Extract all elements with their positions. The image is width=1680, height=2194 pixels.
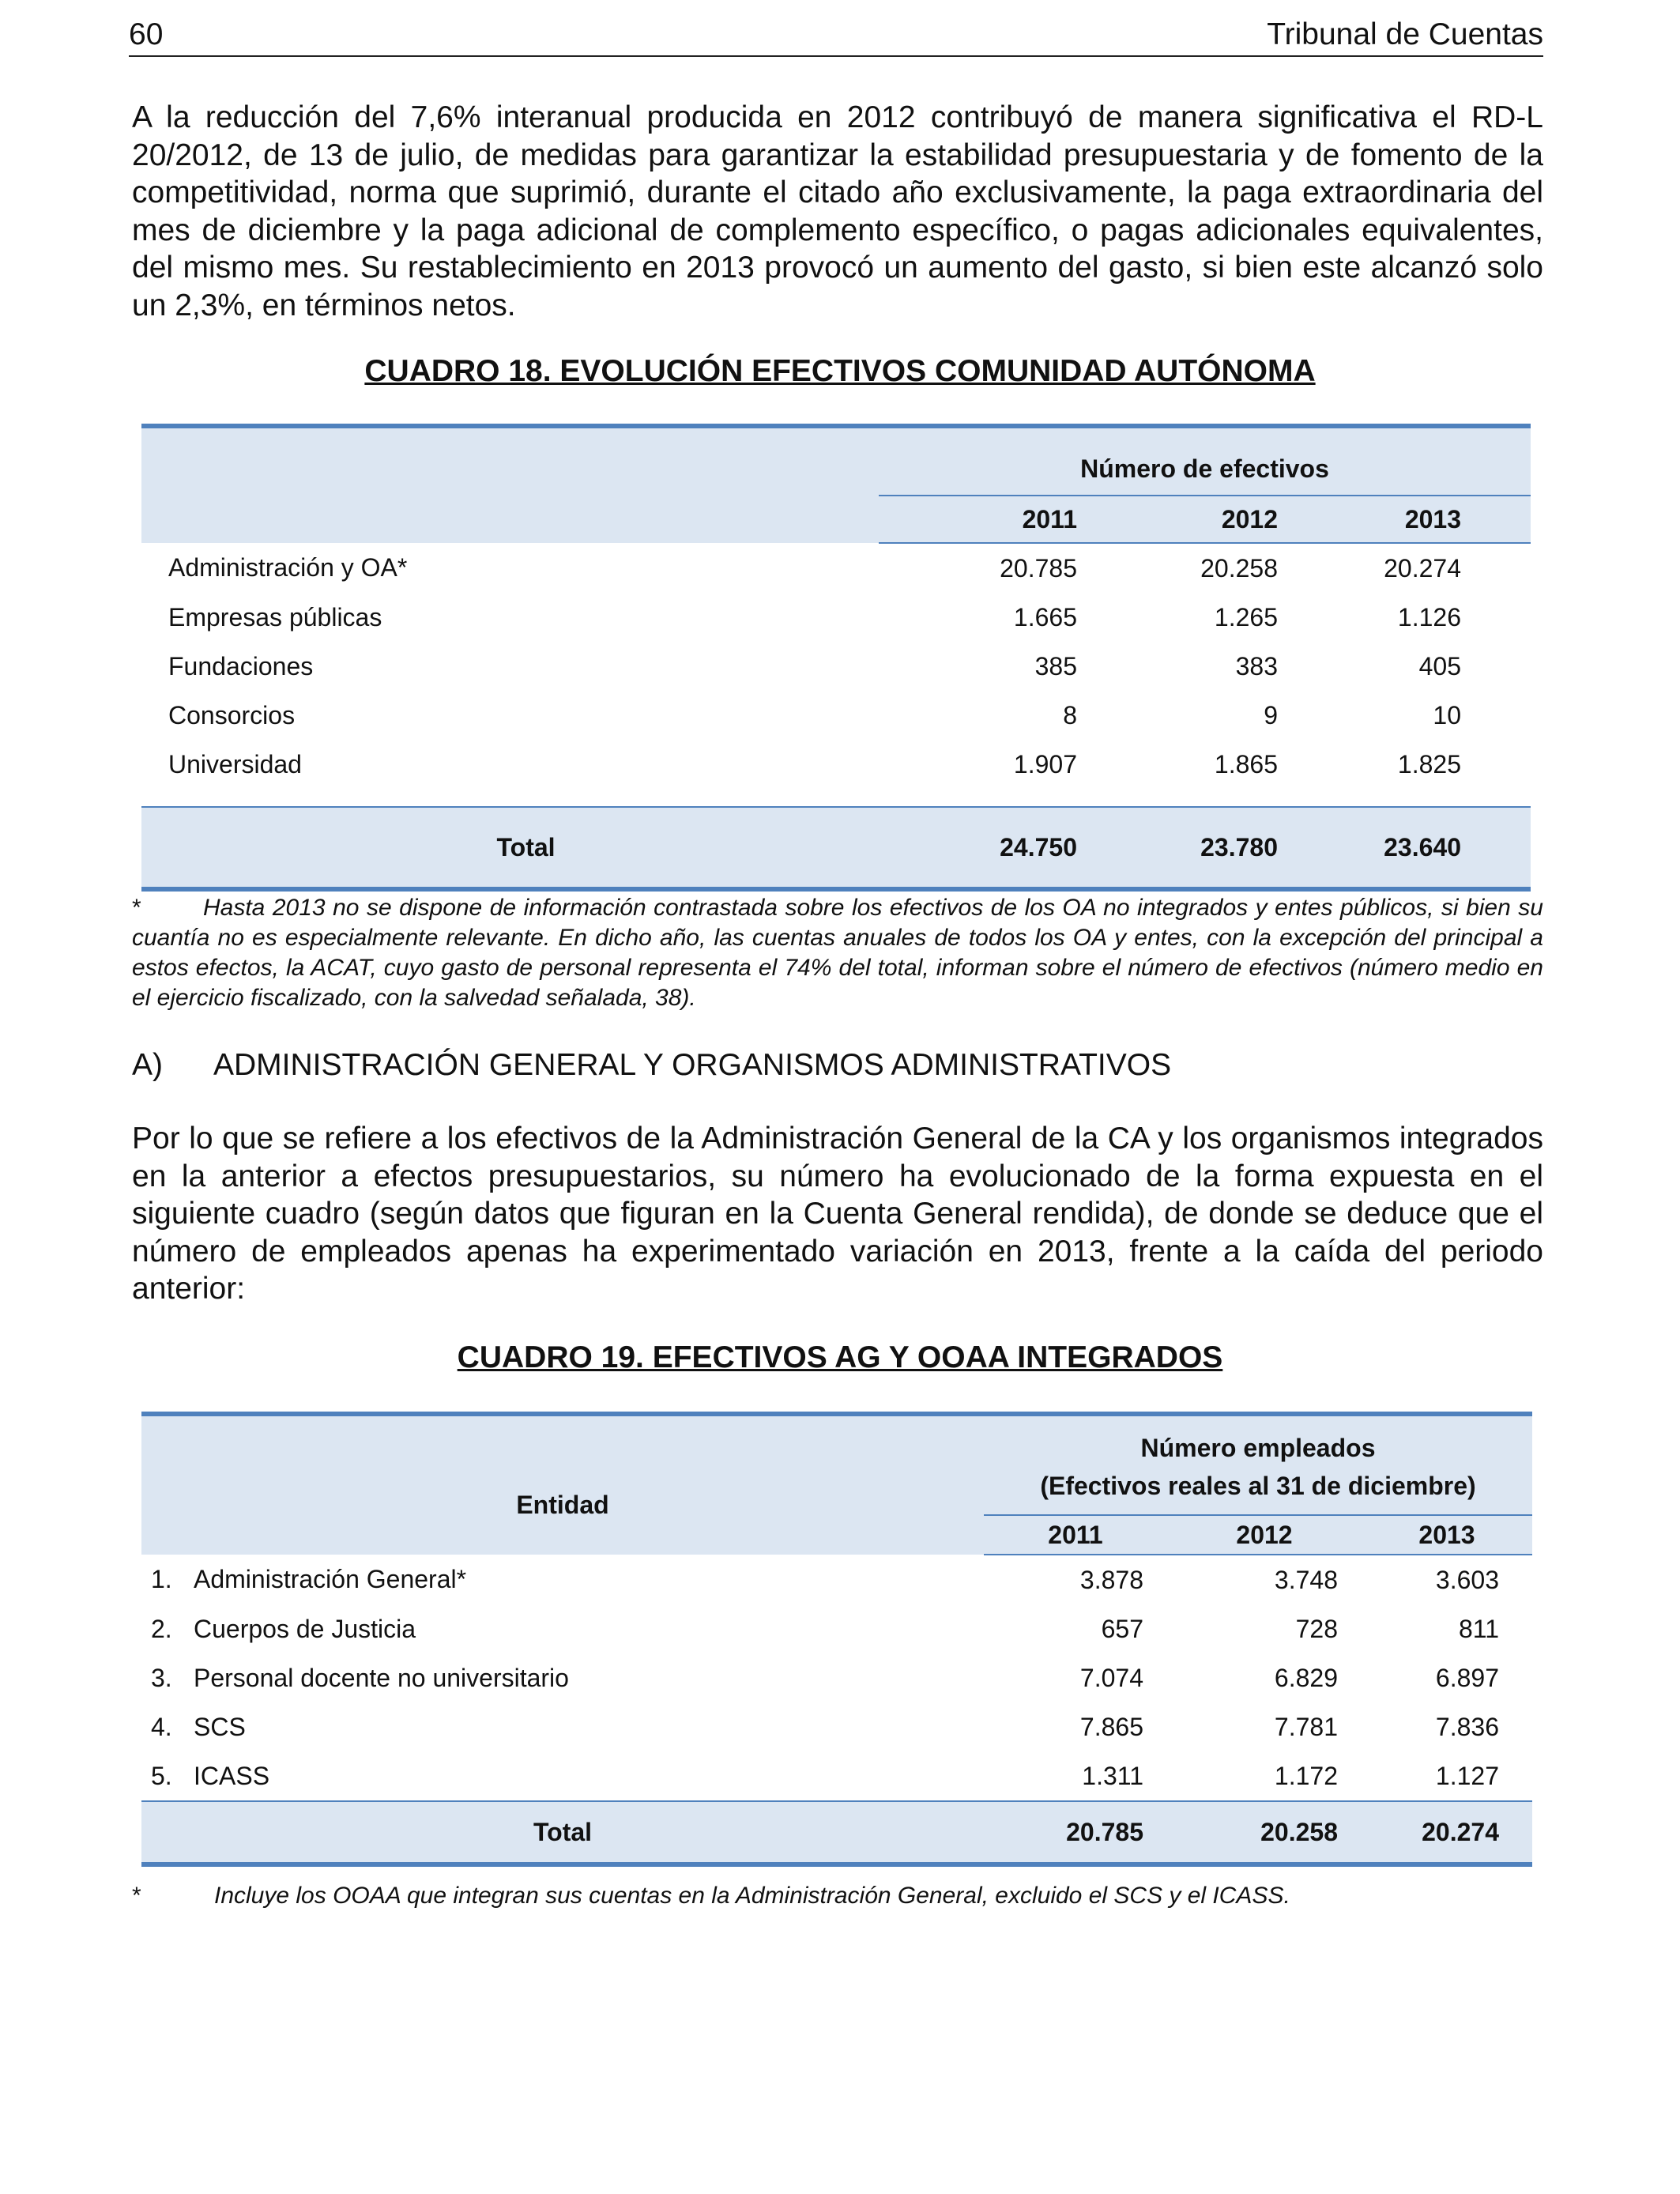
table19-year-header: 2012 xyxy=(1167,1515,1362,1555)
footnote-text: Hasta 2013 no se dispone de información contrastada sobre los efectivos de los OA no integrados y entes públicos, si bien su cuantía no es especialmente relevante. En dicho año, las cuentas anuales de todos los OA y entes, con la excepción del principal a estos efectos, la ACAT, cuyo gasto de personal representa el 74% del total, informan sobre el número de efectivos (número medio en el ejercicio fiscalizado, con la salvedad señalada, 38). xyxy=(132,895,1543,1011)
table-row xyxy=(141,740,1531,789)
table-row xyxy=(141,1555,1532,1604)
table-row xyxy=(141,543,1531,593)
table-spacer-row xyxy=(141,789,1531,807)
row-label: ICASS xyxy=(194,1751,984,1801)
row-label: Consorcios xyxy=(141,691,879,740)
total-value: 23.780 xyxy=(1096,807,1301,889)
table-row xyxy=(141,1751,1532,1801)
entity-header-label: Entidad xyxy=(516,1491,609,1519)
footnote-marker: * xyxy=(132,895,141,921)
section-letter: A) xyxy=(132,1048,163,1082)
table18-caption: CUADRO 18. EVOLUCIÓN EFECTIVOS COMUNIDAD AUTÓNOMA xyxy=(364,354,1316,388)
total-value: 23.640 xyxy=(1301,807,1531,889)
cell-value: 3.878 xyxy=(984,1555,1167,1604)
table19-total-row xyxy=(141,1801,1532,1864)
table18-total-row xyxy=(141,807,1531,889)
section-heading xyxy=(132,1046,1171,1084)
row-label: Personal docente no universitario xyxy=(194,1653,984,1702)
cell-value: 1.825 xyxy=(1301,740,1531,789)
cell-value: 1.127 xyxy=(1362,1751,1532,1801)
table18-year-header: 2013 xyxy=(1301,496,1531,543)
table18-footnote xyxy=(132,893,1543,1013)
row-label: Empresas públicas xyxy=(141,593,879,642)
cell-value: 1.172 xyxy=(1167,1751,1362,1801)
cell-value: 1.865 xyxy=(1096,740,1301,789)
cell-value: 7.865 xyxy=(984,1702,1167,1751)
cell-value: 8 xyxy=(879,691,1096,740)
total-value: 20.785 xyxy=(984,1801,1167,1864)
running-title: Tribunal de Cuentas xyxy=(1267,17,1543,51)
cell-value: 6.897 xyxy=(1362,1653,1532,1702)
section-title: ADMINISTRACIÓN GENERAL Y ORGANISMOS ADMINISTRATIVOS xyxy=(213,1048,1172,1082)
table19-caption: CUADRO 19. EFECTIVOS AG Y OOAA INTEGRADOS xyxy=(457,1340,1223,1374)
table19-group-header xyxy=(984,1414,1532,1515)
table19-footnote xyxy=(132,1881,1543,1911)
cell-value: 811 xyxy=(1362,1604,1532,1653)
table-row xyxy=(141,691,1531,740)
table18-group-header: Número de efectivos xyxy=(1080,454,1329,483)
cell-value: 1.126 xyxy=(1301,593,1531,642)
cell-value: 20.274 xyxy=(1301,543,1531,593)
group-header-line1: Número empleados xyxy=(1140,1434,1376,1462)
total-label: Total xyxy=(141,1801,984,1864)
footnote-marker: * xyxy=(132,1883,141,1909)
section-paragraph: Por lo que se refiere a los efectivos de la Administración General de la CA y los organismos integrados en la anterior a efectos presupuestarios, su número ha evolucionado de la forma expuesta en el siguiente cuadro (según datos que figuran en la Cuenta General rendida), de donde se deduce que el número de empleados apenas ha experimentado variación en 2013, frente a la caída del periodo anterior: xyxy=(132,1122,1543,1306)
row-label: Fundaciones xyxy=(141,642,879,691)
cell-value: 3.748 xyxy=(1167,1555,1362,1604)
table-row xyxy=(141,1653,1532,1702)
page-header xyxy=(129,14,1543,57)
row-index: 1. xyxy=(141,1555,194,1604)
table19-year-header: 2011 xyxy=(984,1515,1167,1555)
cell-value: 1.907 xyxy=(879,740,1096,789)
table19 xyxy=(141,1412,1532,1867)
table-row xyxy=(141,642,1531,691)
table18-corner-cell xyxy=(141,426,879,543)
intro-paragraph: A la reducción del 7,6% interanual producida en 2012 contribuyó de manera significativa el RD-L 20/2012, de 13 de julio, de medidas para garantizar la estabilidad presupuestaria y de fomento de la competitividad, norma que suprimió, durante el citado año exclusivamente, la paga extraordinaria del mes de diciembre y la paga adicional de complemento específico, o pagas adicionales equivalentes, del mismo mes. Su restablecimiento en 2013 provocó un aumento del gasto, si bien este alcanzó solo un 2,3%, en términos netos. xyxy=(132,100,1543,322)
table19-entity-header xyxy=(141,1414,984,1555)
cell-value: 20.258 xyxy=(1096,543,1301,593)
table18-year-header: 2012 xyxy=(1096,496,1301,543)
cell-value: 383 xyxy=(1096,642,1301,691)
total-value: 20.274 xyxy=(1362,1801,1532,1864)
table19-year-header: 2013 xyxy=(1362,1515,1532,1555)
row-label: Universidad xyxy=(141,740,879,789)
table18 xyxy=(141,424,1531,892)
cell-value: 1.311 xyxy=(984,1751,1167,1801)
table18-group-header-row xyxy=(141,426,1531,496)
cell-value: 20.785 xyxy=(879,543,1096,593)
row-index: 3. xyxy=(141,1653,194,1702)
row-index: 4. xyxy=(141,1702,194,1751)
cell-value: 385 xyxy=(879,642,1096,691)
table-row xyxy=(141,1604,1532,1653)
cell-value: 7.781 xyxy=(1167,1702,1362,1751)
cell-value: 10 xyxy=(1301,691,1531,740)
cell-value: 7.836 xyxy=(1362,1702,1532,1751)
row-index: 2. xyxy=(141,1604,194,1653)
cell-value: 728 xyxy=(1167,1604,1362,1653)
cell-value: 3.603 xyxy=(1362,1555,1532,1604)
total-value: 24.750 xyxy=(879,807,1096,889)
cell-value: 7.074 xyxy=(984,1653,1167,1702)
table19-group-header-row xyxy=(141,1414,1532,1515)
row-index: 5. xyxy=(141,1751,194,1801)
footnote-text: Incluye los OOAA que integran sus cuentas en la Administración General, excluido el SCS y el ICASS. xyxy=(214,1883,1290,1909)
row-label: SCS xyxy=(194,1702,984,1751)
cell-value: 405 xyxy=(1301,642,1531,691)
table-row xyxy=(141,593,1531,642)
table18-year-header: 2011 xyxy=(879,496,1096,543)
row-label: Administración General* xyxy=(194,1555,984,1604)
row-label: Cuerpos de Justicia xyxy=(194,1604,984,1653)
row-label: Administración y OA* xyxy=(141,543,879,593)
total-value: 20.258 xyxy=(1167,1801,1362,1864)
total-label: Total xyxy=(141,807,879,889)
table-row xyxy=(141,1702,1532,1751)
cell-value: 1.665 xyxy=(879,593,1096,642)
page-number: 60 xyxy=(129,17,164,51)
cell-value: 9 xyxy=(1096,691,1301,740)
group-header-line2: (Efectivos reales al 31 de diciembre) xyxy=(1040,1472,1476,1500)
cell-value: 6.829 xyxy=(1167,1653,1362,1702)
cell-value: 657 xyxy=(984,1604,1167,1653)
cell-value: 1.265 xyxy=(1096,593,1301,642)
